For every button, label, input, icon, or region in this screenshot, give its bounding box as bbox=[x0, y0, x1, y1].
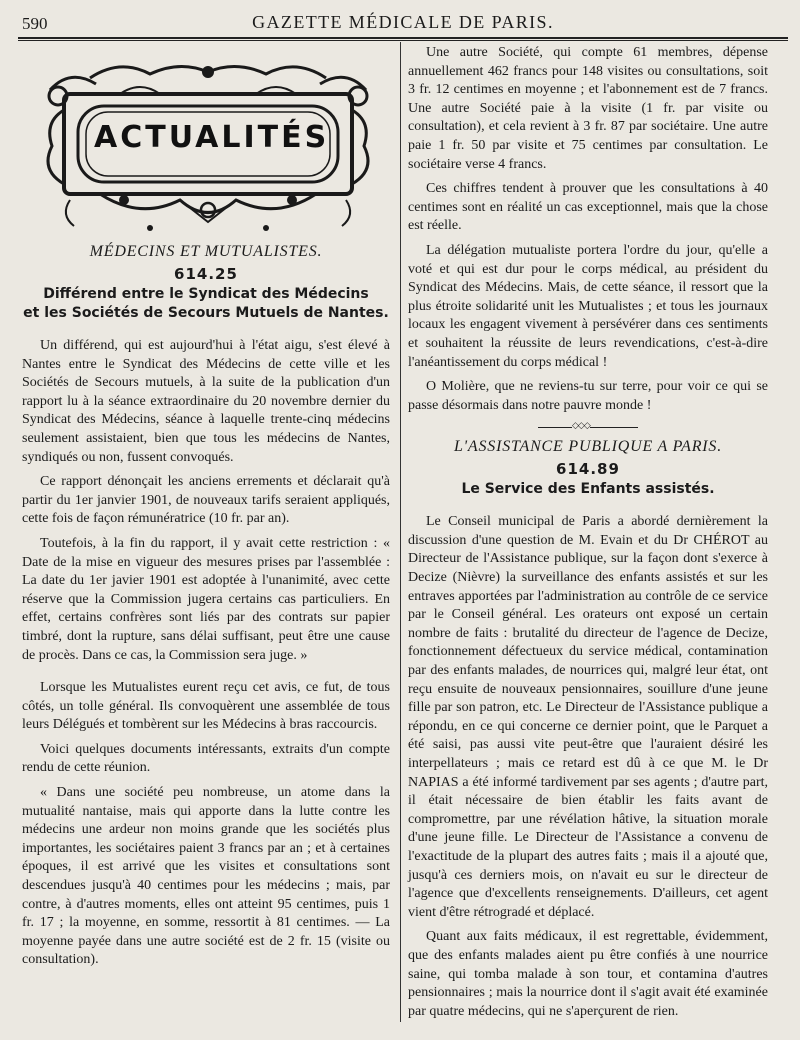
paragraph: O Molière, que ne reviens-tu sur terre, pour voir ce qui se passe désormais dans notre pauvre monde ! bbox=[408, 379, 768, 413]
running-title: GAZETTE MÉDICALE DE PARIS. bbox=[252, 12, 554, 32]
article-number: 614.89 bbox=[556, 460, 620, 479]
right-column bbox=[408, 44, 768, 1021]
section-title: MÉDECINS ET MUTUALISTES. bbox=[89, 243, 323, 260]
article-title-line: Différend entre le Syndicat des Médecins bbox=[43, 286, 369, 302]
header-rule bbox=[18, 37, 788, 39]
paragraph: Lorsque les Mutualistes eurent reçu cet avis, ce fut, de tous côtés, un tolle général. Ils convoquèrent une assemblée de tous leurs Délégués et tombèrent sur les Médecins à bras raccourcis. bbox=[22, 680, 390, 733]
paragraph: Ces chiffres tendent à prouver que les consultations à 40 centimes sont en réalité un cas exceptionnel, mais que la chose est réelle. bbox=[408, 181, 768, 234]
paragraph: Ce rapport dénonçait les anciens errements et déclarait qu'à partir du 1er janvier 1901, de nouveaux tarifs seraient appliqués, cette fois de façon rémunératrice (10 fr. par an). bbox=[22, 474, 390, 527]
article-number: 614.25 bbox=[174, 265, 238, 283]
section-divider bbox=[538, 427, 638, 428]
column-divider bbox=[400, 42, 401, 1022]
banner-title: ACTUALITÉS bbox=[94, 120, 330, 155]
page-header bbox=[18, 8, 788, 36]
paragraph: Quant aux faits médicaux, il est regrettable, évidemment, que des enfants malades aient pu être confiés à une nourrice saine, qui tomba malade à son tour, et contamina d'autres pensionnaires ; mais la nourrice dont il s'agit avait été examinée par quatre médecins, qui ne s'aperçurent de rien. bbox=[408, 929, 768, 1019]
article-title bbox=[22, 285, 390, 323]
paragraph: Un différend, qui est aujourd'hui à l'état aigu, s'est élevé à Nantes entre le Syndicat des Médecins de cette ville et les Sociétés de Secours mutuels, à la suite de la publication d'un rapport lu à la séance extraordinaire du 20 novembre dernier du Syndicat des Médecins, séance à laquelle trente-cinq médecins seulement assistaient, bien que tous les médecins de Nantes, syndiqués ou non, fussent convoqués. bbox=[22, 338, 390, 465]
article-title-line: et les Sociétés de Secours Mutuels de Nantes. bbox=[23, 305, 389, 321]
paragraph: Une autre Société, qui compte 61 membres, dépense annuellement 462 francs pour 148 visites ou consultations, soit 3 fr. 12 centimes en moyenne ; et l'abonnement est de 7 francs. Une autre Société paie à la visite (1 fr. par visite ou consultation), et cela revient à 3 fr. 87 par sociétaire. Une autre paie 1 fr. 50 par visite et 75 centimes par consultation. Le sociétaire verse 4 francs. bbox=[408, 45, 768, 172]
header-rule-thin bbox=[18, 40, 788, 41]
left-column bbox=[22, 44, 390, 970]
article-title: Le Service des Enfants assistés. bbox=[461, 481, 715, 498]
paragraph: « Dans une société peu nombreuse, un atome dans la mutualité nantaise, mais qui apporte dans la lutte contre les médecins une ardeur non moins grande que les sociétés plus importantes, les sociétaires paient 3 francs par an ; et à certaines époques, il est arrivé que les visites et consultations sont descendues jusqu'à 40 centimes pour les médecins ; mais, par contre, à d'autres moments, elles ont atteint 95 centimes, puis 1 fr. 17 ; la moyenne, en somme, ressortit à 81 centimes. — La moyenne payée dans une autre société est de 2 fr. 15 (visite ou consultation). bbox=[22, 785, 390, 968]
actualites-banner bbox=[30, 50, 386, 235]
paragraph: Le Conseil municipal de Paris a abordé dernièrement la discussion d'une question de M. Evain et du Dr CHÉROT au Directeur de l'Assistance publique, sur la façon dont s'exerce à Decize (Nièvre) la surveillance des enfants assistés et sur les entraves apportées par l'administration au contrôle de ce service par le Conseil général. Les orateurs ont exposé un certain nombre de faits : brutalité du directeur de l'agence de Decize, fonctionnement défectueux du service médical, contamination par des enfants malades, de nourrices qui, malgré leur état, ont reçu ensuite de nouveaux pensionnaires, souillure d'une jeune fille par son patron, etc. Le Directeur de l'Assistance publique a répondu, en ce qui concerne ce dernier point, que le Parquet a été saisi, pas aussi vite peut-être que l'auraient désiré les interpellateurs ; mais ce retard est dû à ce que M. le Dr NAPIAS a été informé tardivement par ses agents ; d'autre part, il était nécessaire de bien établir les faits avant de compromettre, par une révélation hâtive, la situation morale d'une jeune fille. Le Directeur de l'Assistance a convenu de l'exactitude de la plupart des autres faits ; mais il a ajouté que, jusqu'à ces derniers mois, on n'avait eu sur le directeur de l'agence que d'excellents renseignements. D'ailleurs, cet agent vient d'être rétrogradé et déplacé. bbox=[408, 514, 768, 920]
paragraph: Voici quelques documents intéressants, extraits d'un compte rendu de cette réunion. bbox=[22, 741, 390, 776]
page-number: 590 bbox=[22, 14, 48, 33]
paragraph: Toutefois, à la fin du rapport, il y avait cette restriction : « Date de la mise en vigueur des mesures prises par l'assemblée : La date du 1er javier 1901 est adoptée à l'unanimité, avec cette réserve que la Commission jugera certains cas particuliers. En effet, certains confrères sont liés par des contrats sur papier timbré, dont la rupture, sans délai suffisant, peut être une cause de procès. Dans ce cas, la Commission sera juge. » bbox=[22, 535, 390, 663]
section-title: L'ASSISTANCE PUBLIQUE A PARIS. bbox=[453, 438, 722, 456]
paragraph: La délégation mutualiste portera l'ordre du jour, qu'elle a voté et qui est dur pour le corps médical, au président du Syndicat des Médecins. Mais, de cette séance, il ressort que la plus étroite solidarité unit les Mutualistes ; et tous les journaux locaux les engagent vivement à persévérer dans ces sentiments et souhaitent la réussite de leurs revendications, c'est-à-dire l'anéantissement du corps médical ! bbox=[408, 242, 768, 370]
